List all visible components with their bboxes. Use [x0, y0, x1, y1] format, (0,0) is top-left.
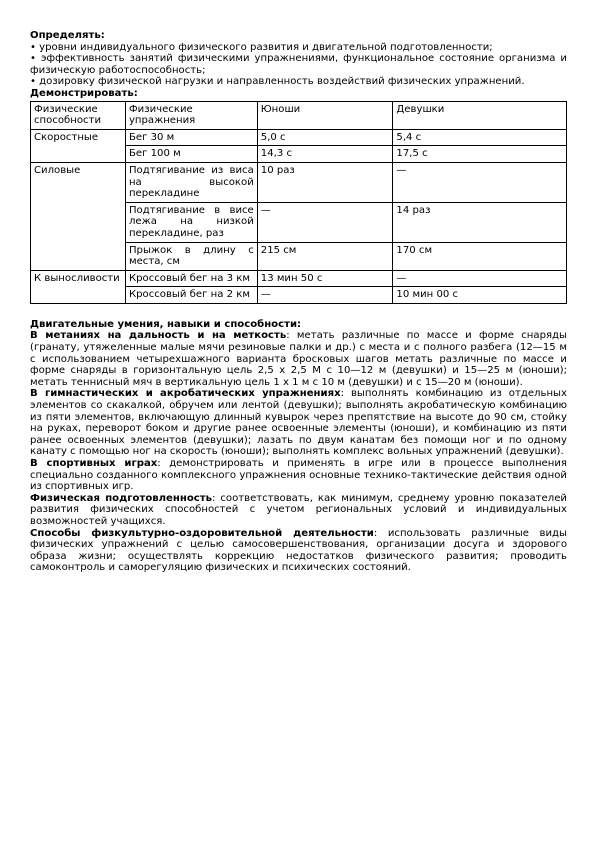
paragraph-text: : использовать различные виды физических упражнений с целью самосовершенствования, организации досуга и здорового образа жизни; осуществлять коррекцию недостатков физического развития; проводить самоконтроль и саморегуляцию физических и психических состояний.	[30, 527, 567, 574]
table-cell: 10 мин 00 с	[393, 287, 567, 304]
table-cell-ability: К выносливости	[31, 270, 126, 303]
table-header-cell: Физические способности	[31, 101, 126, 129]
table-header-row	[31, 101, 567, 129]
table-cell: 17,5 с	[393, 146, 567, 163]
table-cell: Прыжок в длину с места, см	[125, 242, 257, 270]
section-heading-demonstrate: Демонстрировать:	[30, 87, 138, 99]
determine-item: • эффективность занятий физическими упражнениями, функциональное состояние организма и физическую работоспособность;	[30, 53, 567, 76]
skills-paragraph	[30, 493, 567, 528]
document-page	[30, 30, 567, 574]
skills-paragraph	[30, 528, 567, 574]
table-header-cell: Физические упражнения	[125, 101, 257, 129]
determine-item: • дозировку физической нагрузки и направленность воздействий физических упражнений.	[30, 76, 525, 88]
table-cell: 14 раз	[393, 202, 567, 242]
table-cell: Кроссовый бег на 3 км	[125, 270, 257, 287]
standards-table	[30, 101, 567, 304]
table-cell: Кроссовый бег на 2 км	[125, 287, 257, 304]
table-row	[31, 270, 567, 287]
table-cell: Бег 100 м	[125, 146, 257, 163]
paragraph-text: : соответствовать, как минимум, среднему уровню показателей развития физических способностей с учетом региональных условий и индивидуальных возможностей учащихся.	[30, 492, 567, 527]
skills-heading: Двигательные умения, навыки и способности:	[30, 318, 302, 330]
table-cell: 5,4 с	[393, 129, 567, 146]
table-cell: —	[257, 202, 393, 242]
table-cell: Бег 30 м	[125, 129, 257, 146]
skills-paragraph	[30, 330, 567, 388]
skills-paragraph	[30, 388, 567, 458]
table-cell-ability: Силовые	[31, 162, 126, 270]
table-cell: 215 см	[257, 242, 393, 270]
paragraph-lead: В гимнастических и акробатических упражнениях	[30, 388, 341, 400]
paragraph-text: : метать различные по массе и форме снаряды (гранату, утяжеленные малые мячи резиновые палки и др.) с места и с полного разбега (12—15 м с использованием четырехшажного варианта бросковых шагов метать различные по массе и форме снаряды в горизонтальную цель 2,5 х 2,5 М с 10—12 м (девушки) и 15—25 м (юноши); метать теннисный мяч в вертикальную цель 1 х 1 м с 10 м (девушки) и с 15—20 м (юноши).	[30, 330, 567, 388]
table-row	[31, 162, 567, 202]
paragraph-text: : выполнять комбинацию из отдельных элементов со скакалкой, обручем или лентой (девушки); выполнять акробатическую комбинацию из пяти элементов, включающую длинный кувырок через препятствие на высоте до 90 см, стойку на руках, переворот боком и другие ранее освоенные элементы (юноши), и комбинацию из пяти ранее освоенных элементов (девушки); лазать по двум канатам без помощи ног и по одному канату с помощью ног на скорость (юноши); выполнять комплекс вольных упражнений (девушки).	[30, 388, 567, 458]
paragraph-text: : демонстрировать и применять в игре или в процессе выполнения специально созданного комплексного упражнения основные технико-тактические действия одной из спортивных игр.	[30, 458, 567, 493]
table-cell: —	[257, 287, 393, 304]
paragraph-lead: Способы физкультурно-оздоровительной деятельности	[30, 527, 374, 539]
table-header-cell: Юноши	[257, 101, 393, 129]
paragraph-lead: В метаниях на дальность и на меткость	[30, 330, 287, 342]
table-cell: 170 см	[393, 242, 567, 270]
determine-item: • уровни индивидуального физического развития и двигательной подготовленности;	[30, 41, 493, 53]
table-cell-ability: Скоростные	[31, 129, 126, 162]
section-heading-determine: Определять:	[30, 30, 105, 41]
table-cell: 5,0 с	[257, 129, 393, 146]
table-cell: —	[393, 270, 567, 287]
skills-paragraph	[30, 458, 567, 493]
table-row	[31, 129, 567, 146]
table-cell: 13 мин 50 с	[257, 270, 393, 287]
table-cell: Подтягивание в висе лежа на низкой перекладине, раз	[125, 202, 257, 242]
table-cell: 14,3 с	[257, 146, 393, 163]
table-header-cell: Девушки	[393, 101, 567, 129]
table-cell: 10 раз	[257, 162, 393, 202]
paragraph-lead: В спортивных играх	[30, 458, 158, 469]
table-cell: —	[393, 162, 567, 202]
table-cell: Подтягивание из виса на высокой перекладине	[125, 162, 257, 202]
paragraph-lead: Физическая подготовленность	[30, 492, 212, 504]
